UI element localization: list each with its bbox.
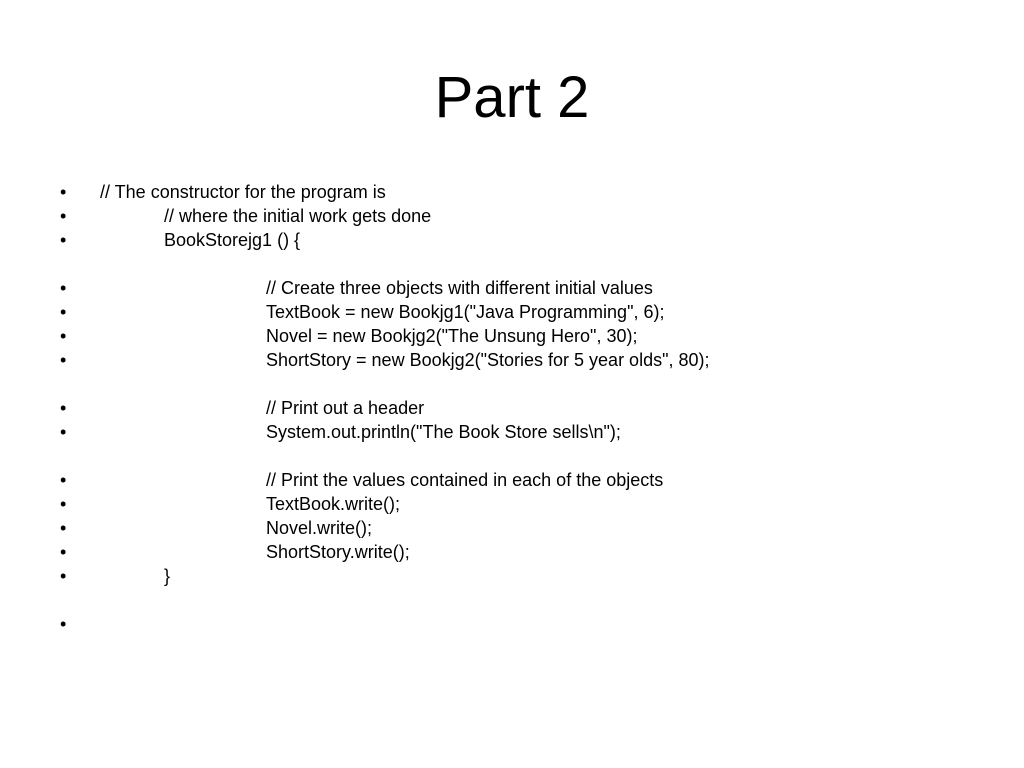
bullet-item <box>0 612 1024 636</box>
bullet-item <box>0 540 1024 564</box>
bullet-icon: • <box>60 230 67 250</box>
bullet-icon: • <box>60 494 67 514</box>
bullet-text: ShortStory = new Bookjg2("Stories for 5 year olds", 80); <box>266 350 710 370</box>
bullet-icon: • <box>60 350 67 370</box>
bullet-text: System.out.println("The Book Store sells\n"); <box>266 422 621 442</box>
bullet-text: Novel = new Bookjg2("The Unsung Hero", 30); <box>266 326 638 346</box>
bullet-item <box>0 492 1024 516</box>
bullet-icon: • <box>60 206 67 226</box>
bullet-icon: • <box>60 470 67 490</box>
bullet-item <box>0 300 1024 324</box>
bullet-item <box>0 180 1024 204</box>
bullet-icon: • <box>60 278 67 298</box>
bullet-item <box>0 204 1024 228</box>
bullet-text: // Print out a header <box>266 398 425 418</box>
bullet-text: BookStorejg1 () { <box>164 230 301 250</box>
bullet-text: // where the initial work gets done <box>164 206 432 226</box>
bullet-icon: • <box>60 398 67 418</box>
bullet-icon: • <box>60 326 67 346</box>
bullet-text: } <box>164 566 171 586</box>
bullet-item <box>0 228 1024 252</box>
bullet-item <box>0 276 1024 300</box>
bullet-item <box>0 468 1024 492</box>
bullet-text: // Create three objects with different initial values <box>266 278 653 298</box>
bullet-list <box>0 180 1024 636</box>
bullet-text: ShortStory.write(); <box>266 542 410 562</box>
bullet-icon: • <box>60 422 67 442</box>
bullet-icon: • <box>60 182 67 202</box>
bullet-text: // The constructor for the program is <box>100 182 386 202</box>
bullet-icon: • <box>60 614 67 634</box>
bullet-icon: • <box>60 566 67 586</box>
bullet-icon: • <box>60 542 67 562</box>
bullet-icon: • <box>60 302 67 322</box>
bullet-icon: • <box>60 518 67 538</box>
bullet-item <box>0 348 1024 372</box>
bullet-item <box>0 396 1024 420</box>
bullet-item <box>0 420 1024 444</box>
bullet-text: // Print the values contained in each of the objects <box>266 470 664 490</box>
bullet-text: Novel.write(); <box>266 518 373 538</box>
bullet-text: TextBook = new Bookjg1("Java Programming", 6); <box>266 302 665 322</box>
bullet-item <box>0 324 1024 348</box>
bullet-item <box>0 564 1024 588</box>
bullet-item <box>0 516 1024 540</box>
bullet-text: TextBook.write(); <box>266 494 401 514</box>
slide-title: Part 2 <box>434 65 590 130</box>
